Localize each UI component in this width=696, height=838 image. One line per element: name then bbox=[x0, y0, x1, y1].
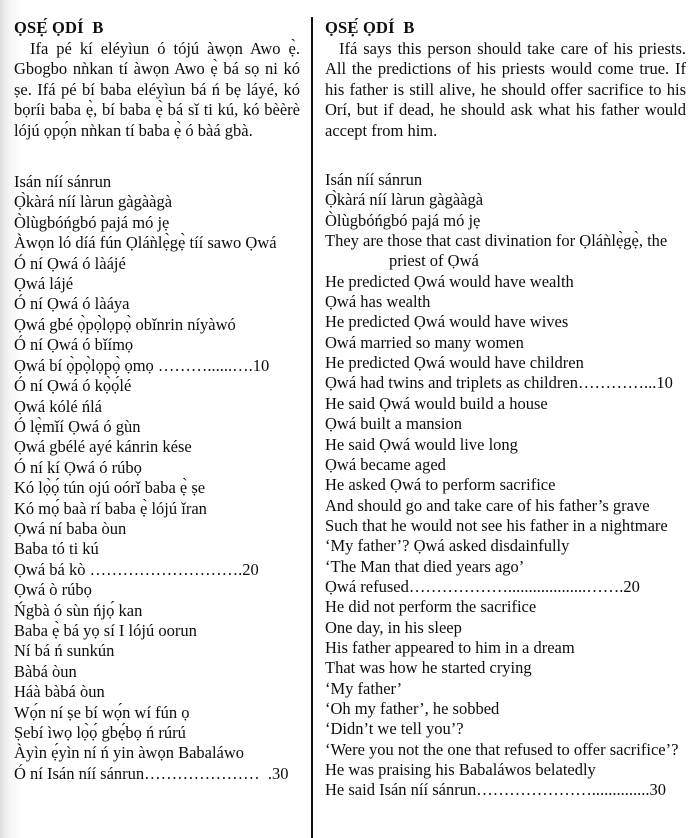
english-verse-line: Owá married so many women bbox=[325, 332, 524, 352]
yoruba-verse-line: Ó ní Ọwá ó kọ̀ọ́lé bbox=[14, 376, 132, 396]
yoruba-verse-line: Háà bàbá òun bbox=[14, 682, 105, 702]
english-verse-line: priest of Ọwá bbox=[389, 251, 479, 271]
yoruba-verse-line: Kó mọ́ baà rí baba ẹ̀ lójú ǐran bbox=[14, 498, 207, 518]
english-introduction-paragraph: Ifá says this person should take care of his priests. All the predictions of his priests would come true. If his father is still alive, he should offer sacrifice to his Orí, but if dead, he should ask what his father would accept from him. bbox=[325, 39, 686, 140]
english-verse-line: He did not perform the sacrifice bbox=[325, 597, 537, 617]
yoruba-verse-line: Ó ní Ọwá ó làáya bbox=[14, 294, 130, 314]
english-verse-line: And should go and take care of his father’s grave bbox=[325, 495, 650, 515]
yoruba-verse-line: Òlùgbóńgbó pajá mó jẹ bbox=[14, 212, 170, 232]
english-verse-line: ‘Didn’t we tell you’? bbox=[325, 719, 464, 739]
yoruba-verse-line: Baba tó ti kú bbox=[14, 539, 99, 559]
yoruba-verse-line: Ọ̀kàrá níí làrun gàgààgà bbox=[14, 192, 173, 212]
column-divider-rule bbox=[311, 17, 313, 838]
yoruba-verse-line: Ṣebí ìwọ lọ̀ọ́ gbẹ́bọ ń rúrú bbox=[14, 723, 186, 742]
english-verse-line: ‘Were you not the one that refused to offer sacrifice’? bbox=[325, 739, 679, 759]
english-verse-line: ‘The Man that died years ago’ bbox=[325, 556, 525, 576]
yoruba-verse-line: Kó lọ̀ọ́ tún ojú oórǐ baba ẹ̀ ṣe bbox=[14, 478, 206, 498]
english-verse-line: Ọwá has wealth bbox=[325, 292, 431, 312]
english-verse-line: ‘My father’ bbox=[325, 678, 403, 698]
yoruba-verse-line: Ọwá lájé bbox=[14, 274, 74, 294]
english-column bbox=[311, 0, 696, 838]
english-verse-line: Ọwá became aged bbox=[325, 454, 446, 474]
english-verse-line: He predicted Ọwá would have wealth bbox=[325, 271, 574, 291]
yoruba-verse-line: Ó ní Ọwá ó làájé bbox=[14, 253, 126, 273]
yoruba-verse-line: Ọwá bá kò ……………………….20 bbox=[14, 559, 259, 579]
english-odu-heading: ỌSẸ́ ỌDÍ B bbox=[325, 18, 415, 37]
english-verse-line: Ọwá refused………………...................…….20 bbox=[325, 576, 640, 596]
yoruba-verse-line: Àyìn ẹ́yìn ní ń yin àwọn Babaláwo bbox=[14, 743, 245, 763]
english-verse-line: Ọwá had twins and triplets as children…………...10 bbox=[325, 373, 673, 393]
yoruba-verse-line: Ọwá bí ọ̀pọ̀lọpọ̀ ọmọ ………......….10 bbox=[14, 355, 270, 375]
english-verse-line: He said Isán níí sánrun…………………..............30 bbox=[325, 780, 666, 800]
yoruba-verse-line: Bàbá òun bbox=[14, 661, 77, 681]
yoruba-verse-list bbox=[14, 172, 300, 784]
english-verse-line: Ọ̀kàrá níí làrun gàgààgà bbox=[325, 190, 484, 210]
english-verse-line: One day, in his sleep bbox=[325, 617, 462, 637]
yoruba-verse-line: Ó ní Isán níí sánrun………………… .30 bbox=[14, 763, 289, 783]
english-verse-line: He predicted Ọwá would have wives bbox=[325, 312, 569, 332]
english-verse-line: He asked Ọwá to perform sacrifice bbox=[325, 475, 556, 495]
english-verse-line: ‘Oh my father’, he sobbed bbox=[325, 698, 500, 718]
yoruba-verse-line: Ọwá gbé ọ̀pọ̀lọpọ̀ obǐnrin níyàwó bbox=[14, 314, 236, 334]
english-verse-line: He predicted Ọwá would have children bbox=[325, 353, 584, 373]
english-verse-line: Isán níí sánrun bbox=[325, 170, 423, 190]
yoruba-column bbox=[0, 0, 311, 838]
english-verse-line: Òlùgbóńgbó pajá mó jẹ bbox=[325, 210, 481, 230]
english-verse-line: ‘My father’? Ọwá asked disdainfully bbox=[325, 536, 570, 556]
yoruba-verse-line: Ọwá ò rúbọ bbox=[14, 580, 92, 600]
yoruba-verse-line: Ọwá kólé ńlá bbox=[14, 396, 102, 416]
yoruba-verse-line: Isán níí sánrun bbox=[14, 172, 112, 192]
yoruba-section-gap bbox=[14, 141, 300, 172]
english-verse-line: He said Ọwá would build a house bbox=[325, 393, 548, 413]
english-verse-list bbox=[325, 170, 686, 801]
yoruba-verse-line: Ńgbà ó sùn ńjọ́ kan bbox=[14, 600, 143, 620]
yoruba-introduction-paragraph: Ifa pé kí eléyìun ó tójú àwọn Awo ẹ̀. Gbogbo nǹkan tí àwọn Awo ẹ̀ bá sọ ni kó ṣe. Ifá pé bí baba eléyìun bá ń bẹ láyé, kó bọríi baba ẹ̀, bí baba ẹ̀ bá sǐ ti kú, kó bèèrè lójú ọpọ́n nǹkan tí baba ẹ̀ ó bàá gbà. bbox=[14, 39, 300, 140]
yoruba-verse-line: Ọwá gbélé ayé kánrin kése bbox=[14, 437, 192, 457]
yoruba-verse-line: Ó lẹ̀mǐí Ọwá ó gùn bbox=[14, 416, 141, 436]
yoruba-verse-line: Ó ní kí Ọwá ó rúbọ bbox=[14, 457, 142, 477]
yoruba-verse-line: Ó ní Ọwá ó bǐímọ bbox=[14, 335, 134, 355]
english-verse-line: They are those that cast divination for Ọláǹlẹ̀gẹ̀, the bbox=[325, 231, 668, 251]
yoruba-verse-line: Ọwá ní baba òun bbox=[14, 518, 127, 538]
english-verse-line: Such that he would not see his father in a nightmare bbox=[325, 515, 668, 535]
english-verse-line: He was praising his Babaláwos belatedly bbox=[325, 760, 596, 779]
english-verse-line: He said Ọwá would live long bbox=[325, 434, 518, 454]
english-verse-line: That was how he started crying bbox=[325, 658, 532, 678]
yoruba-verse-line: Àwọn ló díá fún Ọláǹlẹ̀gẹ̀ tíí sawo Ọwá bbox=[14, 233, 277, 253]
yoruba-verse-line: Wọ́n ní ṣe bí wọ́n wí fún ọ bbox=[14, 702, 190, 722]
yoruba-verse-line: Baba ẹ̀ bá yọ sí I lójú oorun bbox=[14, 620, 197, 640]
yoruba-verse-line: Ní bá ń sunkún bbox=[14, 641, 115, 661]
english-section-gap bbox=[325, 141, 686, 170]
yoruba-odu-heading: ỌSẸ́ ỌDÍ B bbox=[14, 18, 104, 37]
english-verse-line: His father appeared to him in a dream bbox=[325, 637, 575, 657]
english-verse-line: Ọwá built a mansion bbox=[325, 414, 463, 434]
